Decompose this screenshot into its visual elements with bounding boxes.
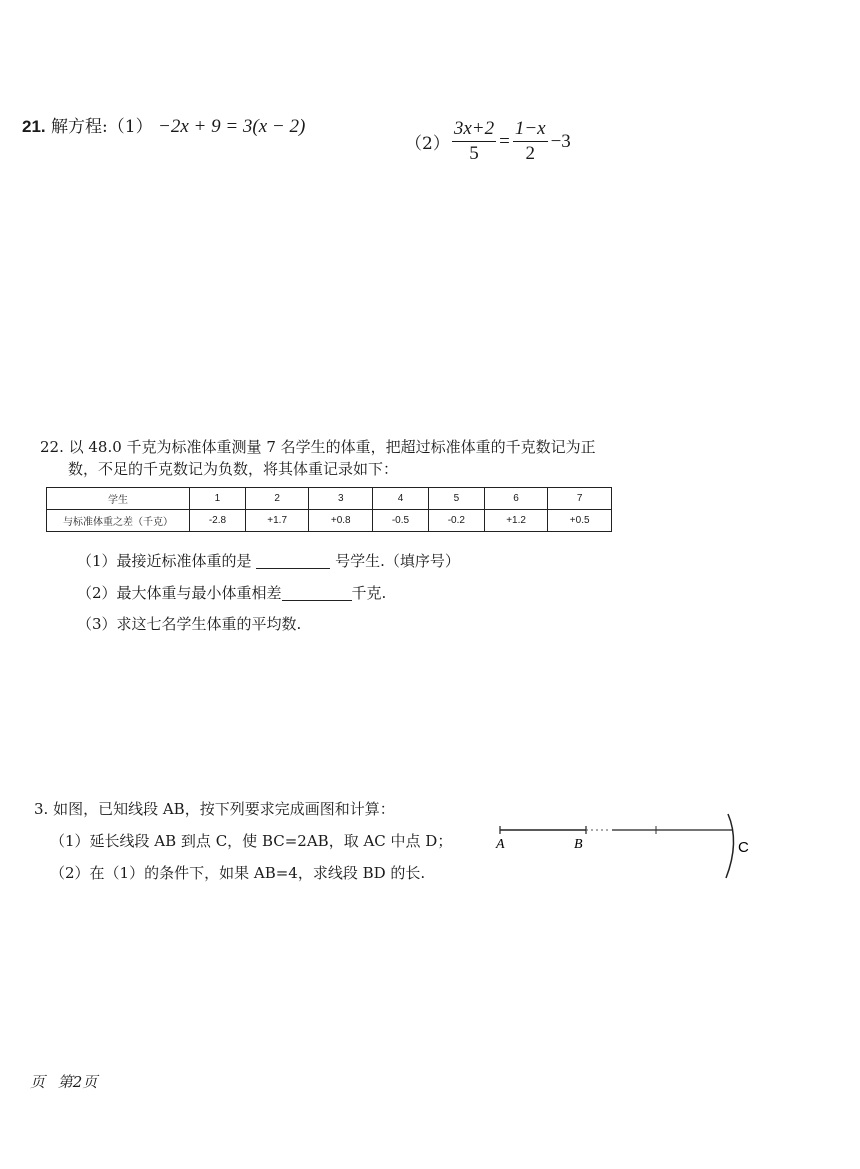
student-cell: 4: [373, 488, 429, 510]
lhs-numerator: 3x+2: [452, 118, 496, 142]
q21-part1-label: （1）: [107, 117, 153, 137]
q22-sub2-tail: 千克.: [351, 584, 387, 602]
table-diff-row: [47, 510, 612, 532]
student-cell: 5: [428, 488, 484, 510]
student-cell: 1: [190, 488, 246, 510]
diff-cell: +1.2: [484, 510, 548, 532]
q22-stem: [40, 436, 640, 480]
q23-line2: （1）延长线段 AB 到点 C，使 BC=2AB，取 AC 中点 D；: [50, 832, 453, 850]
diff-cell: -2.8: [190, 510, 246, 532]
q22-sub1-text: （1）最接近标准体重的是: [77, 552, 252, 570]
q22-line1: 22. 以 48.0 千克为标准体重测量 7 名学生的体重，把超过标准体重的千克数记为正: [40, 438, 596, 456]
student-cell: 3: [309, 488, 373, 510]
q21-part2: [405, 118, 572, 165]
q22-sub2-text: （2）最大体重与最小体重相差: [77, 584, 282, 602]
footer-mark: 页: [30, 1073, 46, 1091]
q23-line1: 3. 如图，已知线段 AB，按下列要求完成画图和计算：: [34, 800, 395, 818]
q21-stem: 解方程:: [51, 117, 108, 137]
lhs-denominator: 5: [469, 143, 479, 164]
q22-sub2: [77, 582, 386, 603]
q21-part1: [22, 112, 305, 138]
header-label-cell: 学生: [47, 488, 190, 510]
diff-cell: +1.7: [245, 510, 309, 532]
q21-part1-equation: −2x + 9 = 3(x − 2): [158, 116, 306, 137]
q23-line3: （2）在（1）的条件下，如果 AB=4，求线段 BD 的长.: [50, 864, 426, 882]
student-cell: 2: [245, 488, 309, 510]
diff-cell: -0.2: [428, 510, 484, 532]
rhs-numerator: 1−x: [513, 118, 548, 142]
table-header-row: [47, 488, 612, 510]
q22-sub1-tail: 号学生.（填序号）: [335, 552, 460, 570]
student-cell: 7: [548, 488, 612, 510]
row-label-cell: 与标准体重之差（千克）: [47, 510, 190, 532]
q21-part2-rhs-fraction: [513, 118, 548, 165]
q22-line2: 数，不足的千克数记为负数，将其体重记录如下：: [68, 460, 399, 478]
rhs-denominator: 2: [525, 143, 535, 164]
q21-part2-label: （2）: [405, 134, 450, 154]
weight-table: [46, 487, 612, 532]
page-number: 第2页: [57, 1073, 98, 1091]
answer-blank[interactable]: [256, 552, 330, 569]
q22-sub3: （3）求这七名学生体重的平均数.: [77, 615, 302, 633]
label-b: B: [574, 837, 583, 852]
compass-arc: [726, 814, 734, 878]
student-cell: 6: [484, 488, 548, 510]
q21-part2-lhs-fraction: [452, 118, 496, 165]
q21-number: 21.: [22, 117, 46, 136]
diff-cell: +0.8: [309, 510, 373, 532]
label-c: C: [738, 839, 749, 856]
diff-cell: +0.5: [548, 510, 612, 532]
page-footer: [30, 1071, 97, 1092]
equals-sign: =: [499, 130, 510, 152]
diff-cell: -0.5: [373, 510, 429, 532]
segment-figure: [488, 808, 758, 888]
answer-blank[interactable]: [282, 584, 352, 601]
rhs-tail: −3: [550, 130, 571, 152]
q22-sub1: [77, 550, 460, 571]
label-a: A: [496, 837, 505, 852]
